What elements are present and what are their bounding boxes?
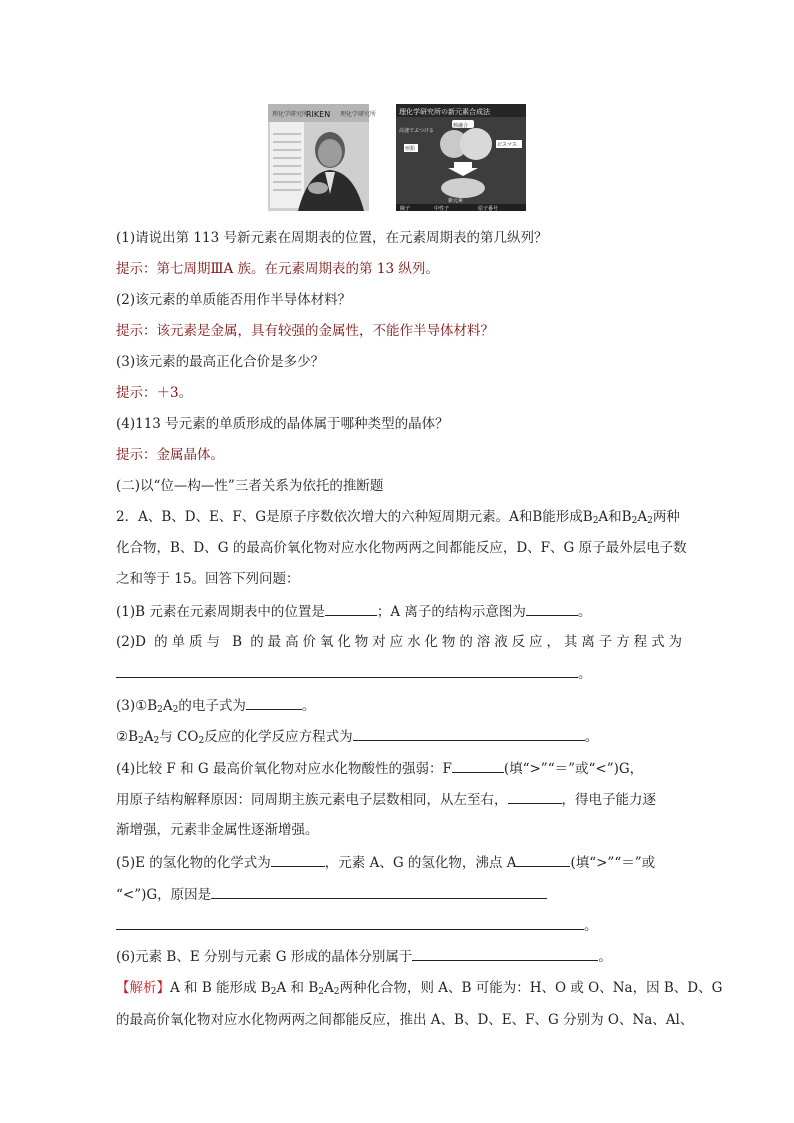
- part-5-answer-line: 。: [116, 915, 682, 936]
- problem-intro-line-3: 之和等于 15。回答下列问题：: [116, 571, 300, 587]
- label-fusion: 核融合: [453, 123, 469, 129]
- label-new-element: 新元素: [448, 198, 464, 204]
- answer-blank[interactable]: [353, 726, 585, 741]
- legend-proton: 陽子: [400, 206, 411, 212]
- part-2: (2)D 的单质与 B 的最高价氧化物对应水化物的溶液反应，其离子方程式为: [116, 634, 682, 650]
- part-1: (1)B 元素在元素周期表中的位置是 ；A 离子的结构示意图为 。: [116, 601, 682, 622]
- diagram-title: 理化学研究所の新元素合成法: [399, 108, 490, 116]
- analysis-label: 【解析】: [116, 980, 170, 996]
- sign-left: 理化学研究所: [272, 111, 309, 118]
- question-1: (1)请说出第 113 号新元素在周期表的位置，在元素周期表的第几纵列？: [116, 230, 548, 246]
- problem-intro-line-2: 化合物，B、D、G 的最高价氧化物对应水化物两两之间都能反应，D、F、G 原子最外层电子数: [116, 540, 687, 556]
- analysis-line-2: 的最高价氧化物对应水化物两两之间都能反应，推出 A、B、D、E、F、G 分别为 O、Na、Al、: [116, 1012, 694, 1028]
- photo-synthesis-diagram: [396, 104, 526, 211]
- part-5a: (5)E 的氢化物的化学式为 ，元素 A、G 的氢化物，沸点 A (填“>”“＝”或: [116, 852, 682, 873]
- part-4b: 用原子结构解释原因：同周期主族元素电子层数相同，从左至右， ，得电子能力逐: [116, 789, 682, 810]
- answer-blank[interactable]: [211, 884, 547, 899]
- hint-4: 提示：金属晶体。: [116, 447, 224, 463]
- answer-blank[interactable]: [412, 946, 598, 961]
- answer-blank[interactable]: [116, 915, 584, 930]
- question-2: (2)该元素的单质能否用作半导体材料？: [116, 292, 352, 308]
- part-4a: (4)比较 F 和 G 最高价氧化物对应水化物酸性的强弱：F (填“>”“＝”或“<”)G，: [116, 758, 682, 779]
- problem-intro-line-1: 2．A、B、D、E、F、G是原子序数依次增大的六种短周期元素。A和B能形成$B_2A$和$B_2A_2$两种: [116, 509, 680, 526]
- hint-3: 提示：＋3。: [116, 385, 193, 401]
- answer-blank[interactable]: [526, 601, 578, 616]
- legend-atomic-number: 原子番号: [478, 206, 499, 212]
- answer-blank[interactable]: [246, 695, 302, 710]
- answer-blank[interactable]: [508, 789, 562, 804]
- part-2-answer-line: 。: [116, 663, 682, 684]
- section-heading: (二)以“位—构—性”三者关系为依托的推断题: [116, 478, 384, 494]
- part-3b: $②B_2A_2$与 $CO_2$反应的化学反应方程式为 。: [116, 726, 682, 747]
- legend-neutron: 中性子: [434, 206, 450, 212]
- answer-blank[interactable]: [325, 601, 377, 616]
- hint-2: 提示：该元素是金属，具有较强的金属性，不能作半导体材料？: [116, 323, 494, 339]
- label-zinc: 亜鉛: [405, 146, 416, 152]
- label-speed: 高速でぶつける: [399, 128, 435, 134]
- question-3: (3)该元素的最高正化合价是多少？: [116, 354, 325, 370]
- analysis-line-1: 【解析】A 和 B 能形成 $B_2A$ 和 $B_2A_2$两种化合物，则 A、B 可能为：H、O 或 O、Na，因 B、D、G: [116, 980, 723, 997]
- sign-riken: RIKEN: [306, 110, 331, 119]
- answer-blank[interactable]: [116, 663, 578, 678]
- sign-right: 理化学研究所: [340, 111, 377, 118]
- part-5b: “<”)G，原因是: [116, 884, 682, 905]
- figure: [268, 104, 526, 212]
- part-6: (6)元素 B、E 分别与元素 G 形成的晶体分别属于 。: [116, 946, 682, 967]
- answer-blank[interactable]: [452, 758, 504, 773]
- photo-scientist: [268, 104, 377, 211]
- label-bismuth: ビスマス: [497, 142, 517, 148]
- part-4c: 渐增强，元素非金属性逐渐增强。: [116, 822, 319, 838]
- part-3a: $(3)①B_2A_2$的电子式为 。: [116, 695, 682, 716]
- answer-blank[interactable]: [516, 852, 570, 867]
- question-4: (4)113 号元素的单质形成的晶体属于哪种类型的晶体？: [116, 416, 449, 432]
- hint-1: 提示：第七周期ⅢA 族。在元素周期表的第 13 纵列。: [116, 261, 439, 277]
- answer-blank[interactable]: [271, 852, 325, 867]
